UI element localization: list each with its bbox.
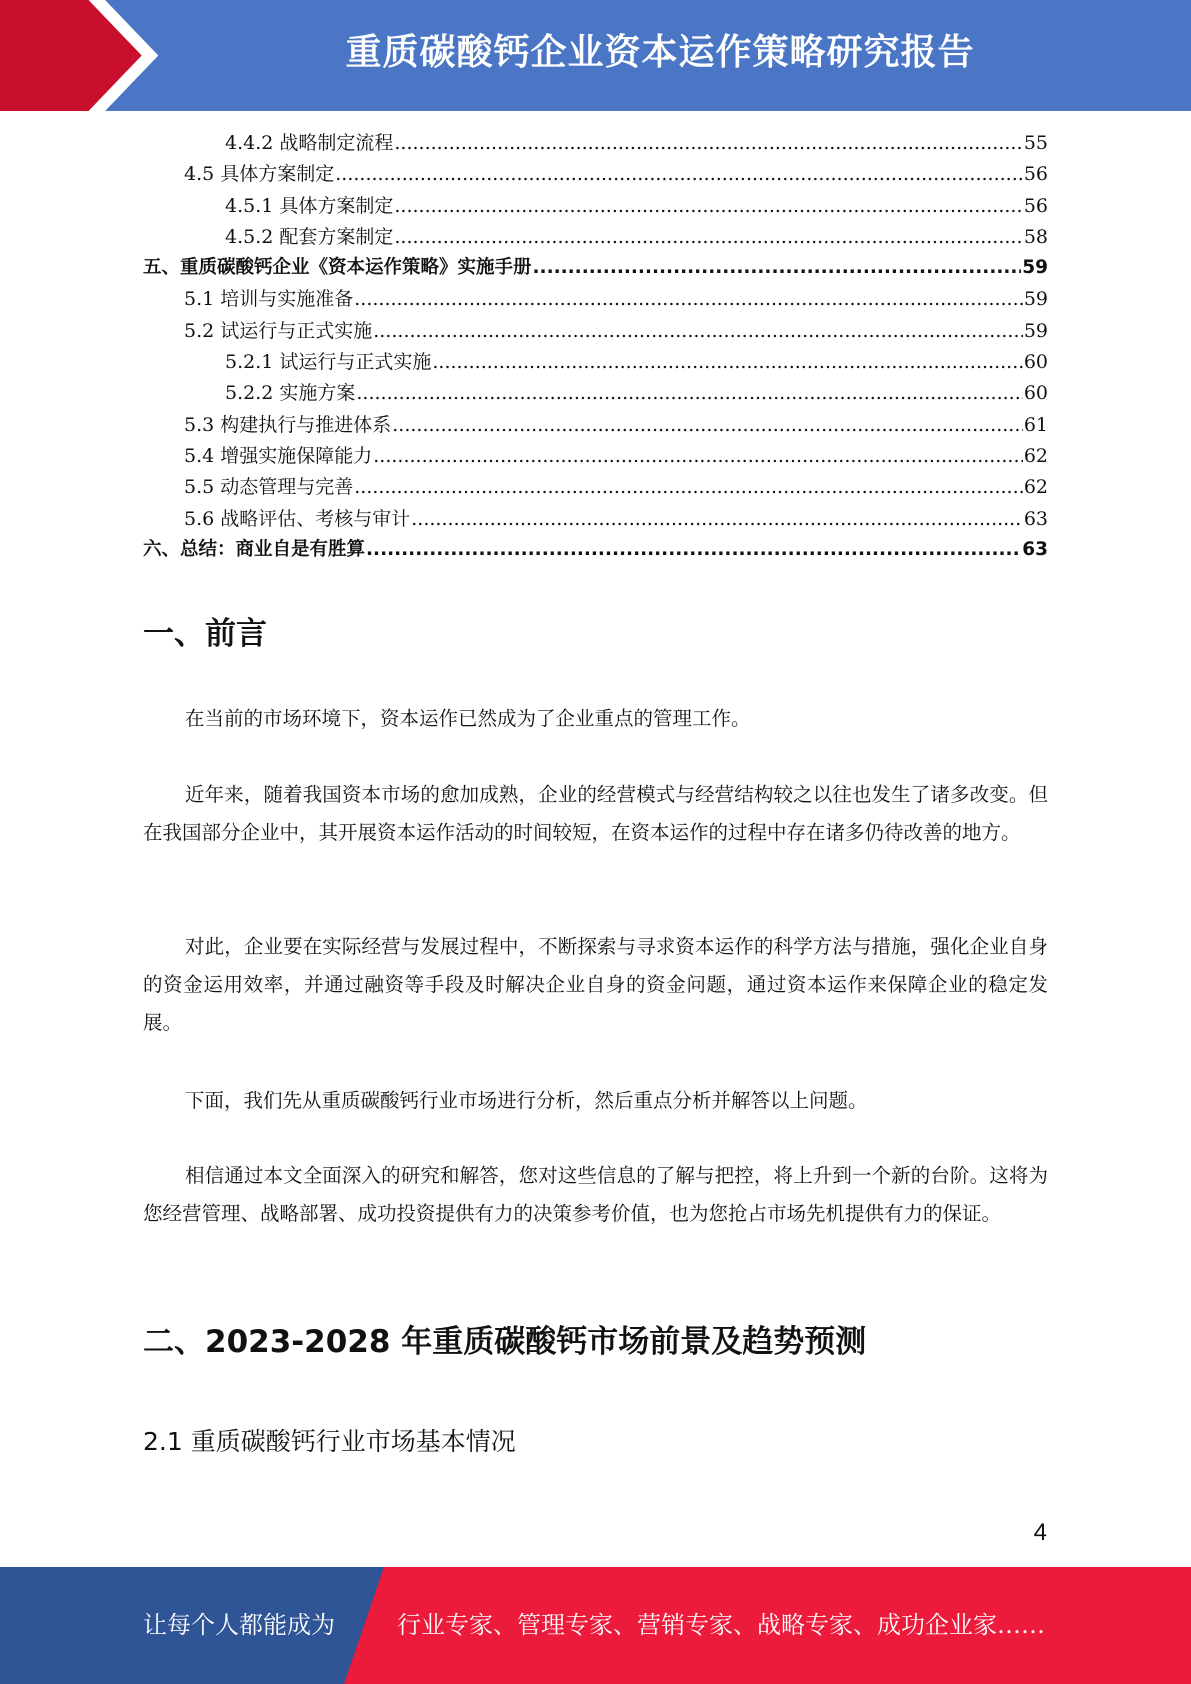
page-footer-band xyxy=(0,1567,1191,1684)
toc-entry[interactable] xyxy=(143,191,1048,222)
toc-entry-page: 55 xyxy=(1023,132,1048,154)
toc-entry-page: 62 xyxy=(1023,476,1048,499)
toc-leader-dots xyxy=(392,414,1023,436)
toc-entry[interactable] xyxy=(143,410,1048,441)
header-chevron-icon xyxy=(0,0,175,111)
footer-slogan-left: 让每个人都能成为 xyxy=(143,1611,335,1639)
toc-entry-title: 5.5 动态管理与完善 xyxy=(184,476,354,499)
page-number: 4 xyxy=(1033,1519,1047,1546)
toc-leader-dots xyxy=(354,476,1023,498)
body-paragraph: 对此，企业要在实际经营与发展过程中，不断探索与寻求资本运作的科学方法与措施，强化企业自身的资金运用效率，并通过融资等手段及时解决企业自身的资金问题，通过资本运作来保障企业的稳定发展。 xyxy=(143,935,1048,1034)
toc-entry-title: 5.4 增强实施保障能力 xyxy=(184,444,373,467)
toc-entry[interactable] xyxy=(143,472,1048,503)
toc-entry-title: 5.6 战略评估、考核与审计 xyxy=(184,507,411,530)
toc-entry[interactable] xyxy=(143,378,1048,409)
toc-entry-title: 4.4.2 战略制定流程 xyxy=(225,132,394,154)
body-paragraph: 近年来，随着我国资本市场的愈加成熟，企业的经营模式与经营结构较之以往也发生了诸多改变。但在我国部分企业中，其开展资本运作活动的时间较短，在资本运作的过程中存在诸多仍待改善的地方。 xyxy=(143,783,1048,844)
toc-entry-page: 60 xyxy=(1023,382,1048,405)
toc-entry-title: 4.5 具体方案制定 xyxy=(184,163,335,186)
toc-entry-title: 5.2.1 试运行与正式实施 xyxy=(225,351,432,374)
toc-entry-title: 4.5.1 具体方案制定 xyxy=(225,194,394,217)
body-paragraph: 下面，我们先从重质碳酸钙行业市场进行分析，然后重点分析并解答以上问题。 xyxy=(185,1089,868,1112)
document-title: 重质碳酸钙企业资本运作策略研究报告 xyxy=(345,32,975,73)
toc-entry-page: 59 xyxy=(1022,257,1048,279)
toc-leader-dots xyxy=(354,288,1023,310)
toc-leader-dots xyxy=(335,163,1023,185)
section-heading-market-outlook: 二、2023-2028 年重质碳酸钙市场前景及趋势预测 xyxy=(143,1324,867,1360)
toc-entry[interactable] xyxy=(143,316,1048,347)
toc-entry-page: 62 xyxy=(1023,444,1048,467)
toc-leader-dots xyxy=(394,132,1022,154)
toc-entry-page: 56 xyxy=(1023,194,1048,217)
toc-leader-dots xyxy=(373,320,1023,342)
toc-entry-page: 60 xyxy=(1023,351,1048,374)
toc-leader-dots xyxy=(373,445,1023,467)
toc-entry[interactable] xyxy=(143,504,1048,535)
subsection-heading: 2.1 重质碳酸钙行业市场基本情况 xyxy=(143,1427,516,1456)
section-heading-preface: 一、前言 xyxy=(143,616,267,652)
toc-entry-page: 61 xyxy=(1023,413,1048,436)
toc-entry[interactable] xyxy=(143,535,1048,566)
toc-leader-dots xyxy=(394,226,1022,248)
footer-slogan-right: 行业专家、管理专家、营销专家、战略专家、成功企业家…… xyxy=(397,1611,1045,1639)
toc-entry-page: 59 xyxy=(1023,288,1048,311)
body-paragraph: 在当前的市场环境下，资本运作已然成为了企业重点的管理工作。 xyxy=(185,707,751,730)
toc-entry[interactable] xyxy=(143,284,1048,315)
toc-leader-dots xyxy=(533,257,1022,278)
toc-entry-page: 59 xyxy=(1023,319,1048,342)
toc-entry[interactable] xyxy=(143,253,1048,284)
toc-leader-dots xyxy=(366,539,1021,560)
toc-entry-title: 5.2 试运行与正式实施 xyxy=(184,319,373,342)
toc-entry-page: 63 xyxy=(1022,538,1048,560)
toc-entry-page: 58 xyxy=(1023,225,1048,248)
toc-entry-title: 五、重质碳酸钙企业《资本运作策略》实施手册 xyxy=(143,257,532,279)
toc-entry-page: 56 xyxy=(1023,163,1048,186)
toc-entry-page: 63 xyxy=(1023,507,1048,530)
toc-entry-title: 5.2.2 实施方案 xyxy=(225,382,356,405)
toc-leader-dots xyxy=(394,195,1022,217)
toc-entry-title: 4.5.2 配套方案制定 xyxy=(225,225,394,248)
toc-entry-title: 5.1 培训与实施准备 xyxy=(184,288,354,311)
toc-entry-title: 5.3 构建执行与推进体系 xyxy=(184,413,392,436)
toc-entry[interactable] xyxy=(143,347,1048,378)
toc-leader-dots xyxy=(432,351,1022,373)
toc-leader-dots xyxy=(356,382,1022,404)
toc-entry[interactable] xyxy=(143,159,1048,190)
toc-leader-dots xyxy=(411,508,1023,530)
page-header-band xyxy=(0,0,1191,111)
toc-entry[interactable] xyxy=(143,128,1048,159)
toc-entry[interactable] xyxy=(143,222,1048,253)
body-paragraph: 相信通过本文全面深入的研究和解答，您对这些信息的了解与把控，将上升到一个新的台阶。这将为您经营管理、战略部署、成功投资提供有力的决策参考价值，也为您抢占市场先机提供有力的保证。 xyxy=(143,1164,1048,1225)
table-of-contents xyxy=(143,128,1048,566)
toc-entry-title: 六、总结：商业自是有胜算 xyxy=(143,538,366,560)
toc-entry[interactable] xyxy=(143,441,1048,472)
